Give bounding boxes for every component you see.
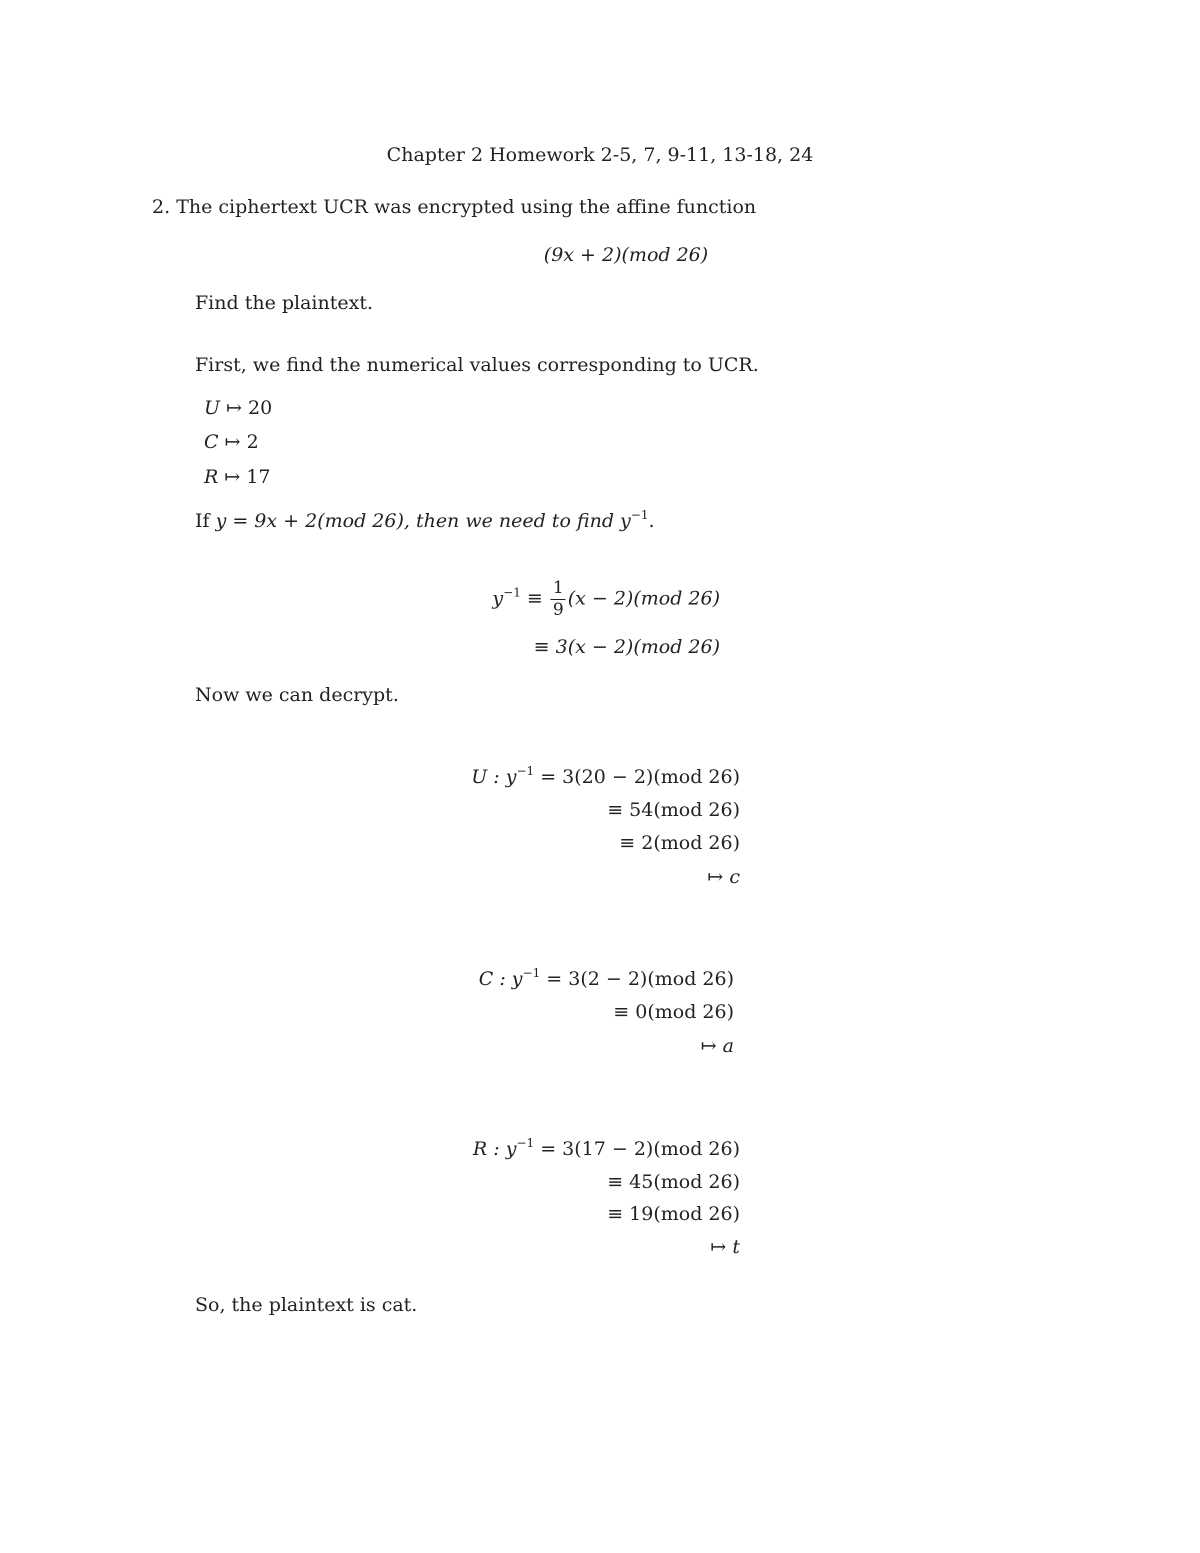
mapping-row [204, 466, 271, 488]
affine-function: (9x + 2)(mod 26) [543, 244, 709, 266]
mapping-letter: R [204, 466, 219, 488]
mapping-value: 2 [246, 431, 259, 453]
problem-text: The ciphertext UCR was encrypted using the affine function [176, 196, 757, 218]
decryption-u-line-1: U : $y^{-1} = 3(20 - 2)(mod$ 26) [471, 764, 740, 788]
decryption-step: ≡ 2(mod 26) [619, 832, 740, 854]
decryption-result: ↦ t [710, 1236, 740, 1258]
decryption-step: ≡ 45(mod 26) [607, 1171, 740, 1193]
mapping-letter: C [204, 431, 219, 453]
decryption-result: ↦ a [700, 1035, 734, 1057]
decryption-result: ↦ c [707, 866, 740, 888]
decryption-step: ≡ 19(mod 26) [607, 1203, 740, 1225]
mapping-letter: U [204, 397, 221, 419]
maps-to-symbol: ↦ [226, 397, 242, 419]
intro-text: First, we find the numerical values corresponding to UCR. [195, 354, 759, 376]
mapping-value: 17 [246, 466, 271, 488]
maps-to-symbol: ↦ [224, 431, 241, 453]
exponent: −1 [630, 508, 649, 522]
decryption-c-line-1: C : $y^{-1} = 3(2 - 2)(mod$ 26) [478, 966, 734, 990]
decryption-r-line-1: R : $y^{-1} = 3(17 - 2)(mod$ 26) [472, 1136, 740, 1160]
maps-to-symbol: ↦ [224, 466, 241, 488]
inverse-equation-line-2: ≡ 3(x − 2)(mod 26) [533, 636, 720, 658]
equation-inline: y = 9x + 2(mod 26), then we need to find y [215, 510, 631, 532]
decrypt-intro: Now we can decrypt. [195, 684, 399, 706]
decryption-step: ≡ 54(mod 26) [607, 799, 740, 821]
mapping-row [204, 431, 259, 453]
mapping-value: 20 [248, 397, 273, 419]
fraction: $\frac{1}{9}$ [552, 578, 564, 620]
mapping-row [204, 397, 272, 419]
inverse-intro: If y = 9x + 2(mod 26), then we need to find $y^{-1}$. [195, 508, 655, 532]
problem-statement [152, 196, 756, 218]
problem-task: Find the plaintext. [195, 292, 374, 314]
page-title: Chapter 2 Homework 2-5, 7, 9-11, 13-18, 24 [386, 144, 814, 166]
decryption-step: ≡ 0(mod 26) [613, 1001, 734, 1023]
problem-number: 2. [152, 196, 171, 218]
inverse-equation-line-1: $y^{-1}$ ≡ $\frac{1}{9}$ (x − 2)(mod 26) [492, 578, 720, 620]
conclusion: So, the plaintext is cat. [195, 1294, 418, 1316]
